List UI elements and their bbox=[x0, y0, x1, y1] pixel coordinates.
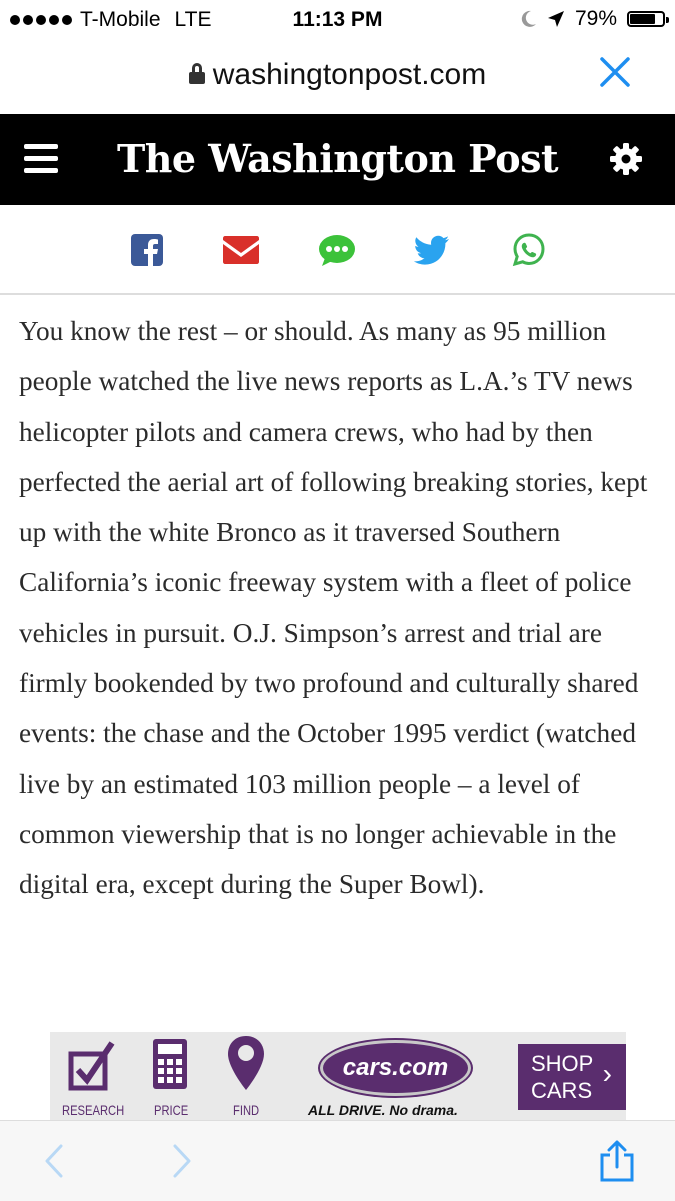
site-header bbox=[0, 114, 675, 205]
forward-arrow-icon[interactable] bbox=[170, 1143, 194, 1179]
battery-icon bbox=[627, 11, 665, 27]
battery-fill bbox=[630, 14, 655, 24]
whatsapp-icon[interactable] bbox=[510, 232, 548, 268]
chevron-right-icon: › bbox=[602, 1058, 612, 1089]
article-body bbox=[19, 306, 659, 910]
twitter-icon[interactable] bbox=[413, 232, 451, 268]
location-arrow-icon bbox=[547, 10, 565, 28]
close-icon[interactable] bbox=[597, 54, 633, 90]
status-bar bbox=[0, 0, 675, 38]
browser-toolbar bbox=[0, 1120, 675, 1201]
url-display[interactable] bbox=[0, 58, 675, 92]
map-pin-icon bbox=[226, 1034, 266, 1092]
ad-find-label: FIND bbox=[233, 1102, 260, 1118]
share-icon[interactable] bbox=[597, 1139, 637, 1183]
ad-research-label: RESEARCH bbox=[62, 1102, 125, 1118]
sms-icon[interactable] bbox=[318, 232, 356, 268]
shop-cars-button[interactable] bbox=[518, 1044, 626, 1110]
battery-percent: 79% bbox=[574, 7, 617, 30]
network-type: LTE bbox=[174, 8, 212, 31]
facebook-icon[interactable] bbox=[128, 232, 166, 268]
carrier-name: T-Mobile bbox=[80, 8, 161, 31]
lock-icon bbox=[189, 63, 205, 83]
email-icon[interactable] bbox=[222, 232, 260, 268]
gear-icon[interactable] bbox=[609, 142, 643, 176]
shop-cars-line1: SHOP bbox=[531, 1051, 594, 1076]
status-time: 11:13 PM bbox=[292, 8, 383, 31]
ad-price-label: PRICE bbox=[154, 1102, 189, 1118]
article-paragraph: You know the rest – or should. As many as 95 million people watched the live news reports as L.A.’s TV news helicopter pilots and camera crews, who had by then perfected the aerial art of following breaking stories, kept up with the white Bronco as it traversed Southern California’s iconic freeway system with a fleet of police vehicles in pursuit. O.J. Simpson’s arrest and trial are firmly bookended by two profound and culturally shared events: the chase and the October 1995 verdict (watched live by an estimated 103 million people – a level of common viewership that is no longer achievable in the digital era, except during the Super Bowl). bbox=[19, 316, 648, 900]
cars-com-logo: cars.com bbox=[320, 1040, 471, 1096]
status-right bbox=[521, 7, 665, 31]
calculator-icon bbox=[152, 1038, 188, 1090]
ad-tagline: ALL DRIVE. No drama. bbox=[308, 1102, 458, 1118]
moon-icon bbox=[521, 10, 537, 28]
site-logo[interactable]: The Washington Post bbox=[116, 136, 559, 181]
shop-cars-line2: CARS bbox=[531, 1078, 593, 1103]
back-arrow-icon[interactable] bbox=[42, 1143, 66, 1179]
url-text: washingtonpost.com bbox=[212, 58, 487, 91]
address-bar[interactable] bbox=[0, 38, 675, 114]
checkbox-icon bbox=[68, 1040, 116, 1092]
cars-com-advertisement[interactable] bbox=[50, 1032, 626, 1120]
share-bar bbox=[0, 205, 675, 295]
